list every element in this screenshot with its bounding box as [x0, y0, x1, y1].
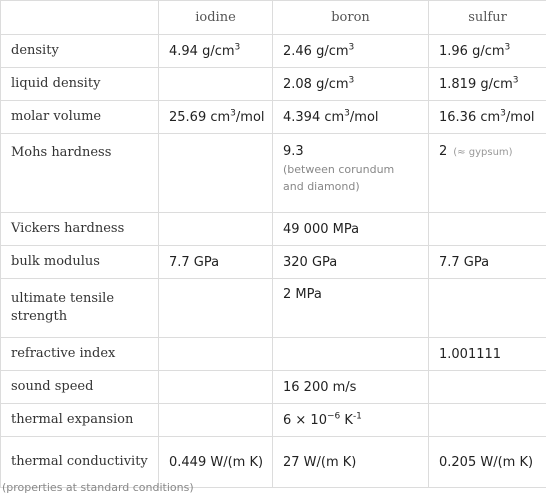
cell-boron: 16 200 m/s: [273, 371, 429, 404]
cell-sulfur: [429, 371, 546, 404]
cell-iodine: [159, 134, 273, 213]
row-label: ultimate tensile strength: [1, 279, 159, 338]
header-sulfur: sulfur: [429, 1, 546, 35]
cell-iodine: 7.7 GPa: [159, 246, 273, 279]
cell-boron: 49 000 MPa: [273, 213, 429, 246]
cell-sulfur: [429, 213, 546, 246]
cell-iodine: 0.449 W/(m K): [159, 437, 273, 488]
row-molar-volume: [1, 101, 546, 134]
row-label: density: [1, 35, 159, 68]
row-label: thermal expansion: [1, 404, 159, 437]
row-density: [1, 35, 546, 68]
cell-sulfur: 1.001111: [429, 338, 546, 371]
row-ultimate-tensile-strength: [1, 279, 546, 338]
row-mohs-hardness: [1, 134, 546, 213]
cell-sulfur: 1.96 $g/cm^3$: [429, 35, 546, 68]
cell-boron: 2.46 $g/cm^3$: [273, 35, 429, 68]
row-label: refractive index: [1, 338, 159, 371]
row-label: bulk modulus: [1, 246, 159, 279]
row-refractive-index: [1, 338, 546, 371]
row-thermal-conductivity: [1, 437, 546, 488]
cell-iodine: [159, 338, 273, 371]
cell-boron: [273, 338, 429, 371]
header-row: [1, 1, 546, 35]
cell-sulfur: 16.36 $cm^3$/mol: [429, 101, 546, 134]
cell-sulfur: 0.205 W/(m K): [429, 437, 546, 488]
cell-sulfur: 1.819 $g/cm^3$: [429, 68, 546, 101]
row-thermal-expansion: [1, 404, 546, 437]
cell-iodine: [159, 279, 273, 338]
cell-iodine: 25.69 $cm^3$/mol: [159, 101, 273, 134]
cell-sulfur: 2 (≈ gypsum): [429, 134, 546, 213]
cell-sulfur: [429, 279, 546, 338]
row-vickers-hardness: [1, 213, 546, 246]
cell-boron: 2 MPa: [273, 279, 429, 338]
row-label: molar volume: [1, 101, 159, 134]
row-label: Mohs hardness: [1, 134, 159, 213]
footnote: (properties at standard conditions): [2, 481, 194, 494]
cell-iodine: [159, 68, 273, 101]
header-iodine: iodine: [159, 1, 273, 35]
cell-boron: 9.3 (between corundum and diamond): [273, 134, 429, 213]
cell-iodine: [159, 404, 273, 437]
cell-sulfur: [429, 404, 546, 437]
header-empty: [1, 1, 159, 35]
row-label: thermal conductivity: [1, 437, 159, 488]
row-label: sound speed: [1, 371, 159, 404]
cell-boron: 320 GPa: [273, 246, 429, 279]
row-label: Vickers hardness: [1, 213, 159, 246]
header-boron: boron: [273, 1, 429, 35]
row-label: liquid density: [1, 68, 159, 101]
cell-sulfur: 7.7 GPa: [429, 246, 546, 279]
cell-boron: 27 W/(m K): [273, 437, 429, 488]
row-bulk-modulus: [1, 246, 546, 279]
cell-boron: 2.08 $g/cm^3$: [273, 68, 429, 101]
row-sound-speed: [1, 371, 546, 404]
boron-note: (between corundum and diamond): [283, 163, 395, 193]
cell-iodine: [159, 213, 273, 246]
row-liquid-density: [1, 68, 546, 101]
sulfur-note: (≈ gypsum): [453, 147, 513, 158]
cell-boron: 4.394 $cm^3$/mol: [273, 101, 429, 134]
cell-iodine: [159, 371, 273, 404]
cell-boron: $6 \times 10^{-6}$ $K^{-1}$: [273, 404, 429, 437]
cell-iodine: 4.94 $g/cm^3$: [159, 35, 273, 68]
